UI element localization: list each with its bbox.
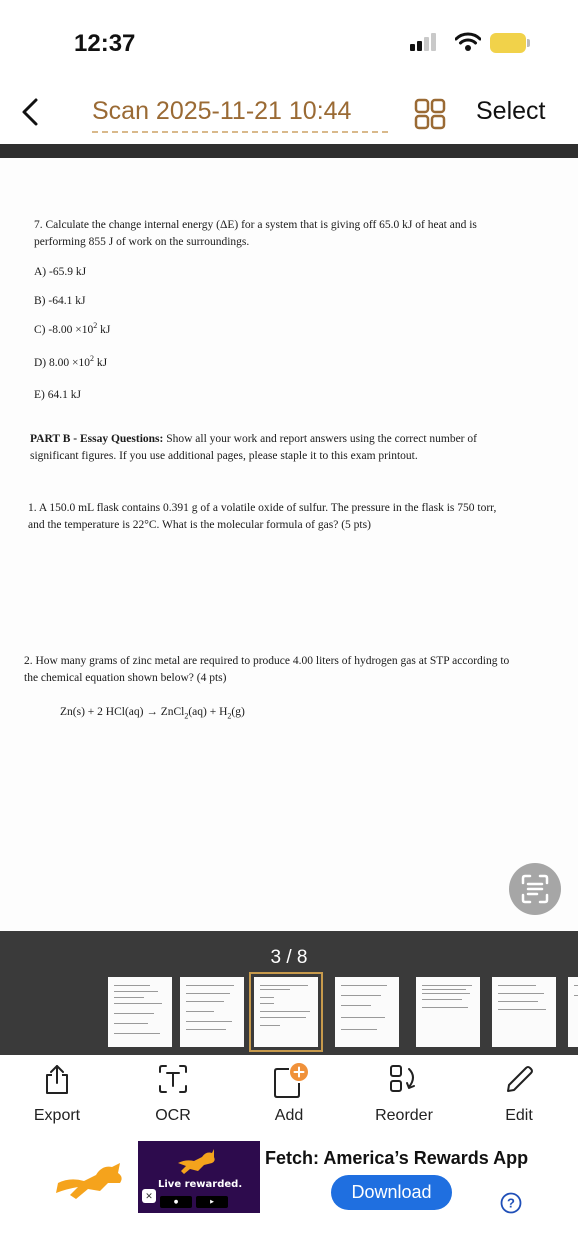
essay2-line2: the chemical equation shown below? (4 pts) <box>24 672 227 684</box>
bottom-toolbar <box>0 1055 578 1135</box>
reorder-button[interactable] <box>359 1063 449 1125</box>
pencil-icon <box>502 1063 536 1095</box>
part-b-line2: significant figures. If you use additional pages, please staple it to this exam printout. <box>30 450 418 462</box>
essay1-line2: and the temperature is 22°C. What is the molecular formula of gas? (5 pts) <box>28 519 371 531</box>
add-page-icon <box>267 1063 311 1099</box>
essay2-line1: 2. How many grams of zinc metal are required to produce 4.00 liters of hydrogen gas at STP according to <box>24 655 510 667</box>
ad-banner[interactable] <box>0 1135 578 1253</box>
download-button[interactable]: Download <box>331 1175 452 1210</box>
share-icon <box>42 1063 72 1095</box>
banner-dog-icon <box>176 1147 216 1175</box>
scanned-page <box>0 158 578 931</box>
q7-line2: performing 855 J of work on the surroundings. <box>34 236 250 248</box>
part-b-line1: PART B - Essay Questions: Show all your work and report answers using the correct number of <box>30 433 477 445</box>
document-title[interactable]: Scan 2025-11-21 10:44 <box>92 97 352 125</box>
ad-video-banner[interactable] <box>138 1141 260 1213</box>
add-button[interactable] <box>244 1063 334 1125</box>
title-underline <box>92 131 388 133</box>
page-thumbnail[interactable] <box>492 977 556 1047</box>
svg-text:?: ? <box>507 1195 515 1211</box>
page-counter: 3 / 8 <box>270 947 308 968</box>
page-thumbnail-strip <box>0 931 578 1055</box>
nav-bar <box>0 86 578 144</box>
google-play-badge[interactable]: ▶ <box>196 1196 228 1208</box>
mute-icon[interactable]: ✕ <box>142 1189 156 1203</box>
edit-label: Edit <box>505 1107 533 1124</box>
help-icon[interactable] <box>500 1192 522 1214</box>
export-button[interactable] <box>12 1063 102 1125</box>
live-text-button[interactable] <box>509 863 561 915</box>
export-label: Export <box>33 1107 81 1124</box>
fetch-dog-logo-icon <box>50 1149 130 1209</box>
page-thumbnail[interactable] <box>416 977 480 1047</box>
q7-option-a: A) -65.9 kJ <box>34 266 87 278</box>
essay1-line1: 1. A 150.0 mL flask contains 0.391 g of a volatile oxide of sulfur. The pressure in the flask is 750 torr, <box>28 502 497 514</box>
grid-view-icon[interactable] <box>414 98 446 130</box>
ocr-button[interactable] <box>128 1063 218 1125</box>
reorder-label: Reorder <box>375 1107 433 1124</box>
ad-title: Fetch: America’s Rewards App <box>265 1148 529 1168</box>
add-label: Add <box>274 1107 304 1124</box>
ocr-label: OCR <box>155 1107 191 1124</box>
q7-option-c: C) $-8.00 \times 10^2$ kJ <box>34 321 111 336</box>
app-store-badge[interactable]: ● <box>160 1196 192 1208</box>
wifi-icon <box>455 32 481 52</box>
q7-option-d: D) $8.00 \times 10^2$ kJ <box>34 354 108 369</box>
page-thumbnail-selected[interactable] <box>254 977 318 1047</box>
cellular-signal-icon <box>410 33 442 51</box>
status-time: 12:37 <box>74 30 136 57</box>
status-bar <box>0 0 578 86</box>
page-thumbnail[interactable] <box>335 977 399 1047</box>
battery-icon <box>490 33 530 53</box>
reorder-icon <box>387 1063 421 1095</box>
q7-option-b: B) -64.1 kJ <box>34 295 86 307</box>
ocr-icon <box>157 1063 189 1095</box>
edit-button[interactable] <box>474 1063 564 1125</box>
live-text-icon <box>509 863 561 915</box>
page-thumbnail[interactable] <box>180 977 244 1047</box>
page-top-divider <box>0 144 578 158</box>
page-thumbnail[interactable] <box>108 977 172 1047</box>
back-chevron-icon[interactable] <box>16 94 48 130</box>
chemical-equation: Zn(s) + 2 HCl(aq) → ZnCl$_2$(aq) + $H_2(g)$ <box>60 706 245 721</box>
part-b-heading: PART B - Essay Questions: <box>30 433 164 445</box>
q7-line1: 7. Calculate the change internal energy (ΔE) for a system that is giving off 65.0 kJ of heat and is <box>34 219 477 231</box>
page-thumbnail[interactable] <box>568 977 578 1047</box>
q7-option-e: E) 64.1 kJ <box>34 389 81 401</box>
banner-tagline: Live rewarded. <box>158 1179 243 1190</box>
select-button[interactable]: Select <box>476 97 546 125</box>
